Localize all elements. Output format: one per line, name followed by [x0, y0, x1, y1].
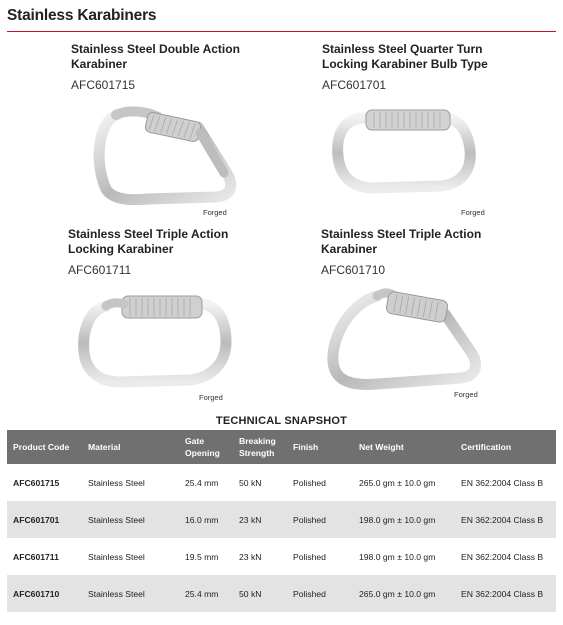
cell-product-code: AFC601701 — [7, 501, 82, 538]
product-name-line: Karabiner — [71, 57, 128, 71]
header-text: Breaking — [239, 436, 276, 446]
header-text: Product Code — [13, 442, 70, 452]
technical-snapshot-title: TECHNICAL SNAPSHOT — [215, 415, 348, 427]
header-text: Finish — [293, 442, 319, 452]
cell-product-code: AFC601710 — [7, 575, 82, 612]
column-header-gate-opening — [179, 430, 233, 464]
karabiner-image-quarter-turn — [330, 104, 480, 196]
column-header-finish — [287, 430, 353, 464]
table-header-row — [7, 430, 556, 464]
column-header-certification — [455, 430, 556, 464]
cell-net-weight: 198.0 gm ± 10.0 gm — [353, 501, 455, 538]
header-text: Strength — [239, 448, 275, 458]
product-code: AFC601711 — [68, 263, 132, 277]
cell-net-weight: 265.0 gm ± 10.0 gm — [353, 575, 455, 612]
header-text: Net Weight — [359, 442, 404, 452]
cell-gate-opening: 25.4 mm — [179, 575, 233, 612]
cell-finish: Polished — [287, 501, 353, 538]
forged-label: Forged — [461, 208, 485, 217]
cell-certification: EN 362:2004 Class B — [455, 575, 556, 612]
column-header-product-code — [7, 430, 82, 464]
title-divider — [7, 31, 556, 32]
product-code: AFC601710 — [321, 263, 386, 277]
cell-breaking-strength: 23 kN — [239, 551, 262, 562]
product-afc601710 — [321, 227, 481, 277]
product-code: AFC601701 — [322, 78, 387, 92]
cell-material: Stainless Steel — [82, 501, 179, 538]
karabiner-image-triple-action — [325, 288, 485, 392]
product-name — [322, 42, 488, 72]
page-title: Stainless Karabiners — [7, 7, 157, 24]
cell-certification: EN 362:2004 Class B — [461, 477, 544, 488]
cell-product-code: AFC601711 — [13, 551, 59, 562]
product-name-line: Stainless Steel Triple Action — [321, 227, 482, 241]
product-name — [68, 227, 228, 257]
product-code: AFC601715 — [71, 78, 136, 92]
cell-material: Stainless Steel — [88, 477, 145, 488]
product-name — [71, 42, 240, 72]
header-text: Opening — [185, 448, 220, 458]
header-text: Gate — [185, 436, 205, 446]
cell-certification: EN 362:2004 Class B — [455, 501, 556, 538]
column-header-material — [82, 430, 179, 464]
cell-certification: EN 362:2004 Class B — [461, 551, 544, 562]
table-row — [7, 501, 556, 538]
header-text: Material — [88, 442, 121, 452]
cell-material: Stainless Steel — [88, 551, 145, 562]
column-header-net-weight — [353, 430, 455, 464]
cell-finish: Polished — [293, 477, 326, 488]
product-name-line: Stainless Steel Triple Action — [68, 227, 229, 241]
product-name-line: Locking Karabiner — [68, 242, 174, 256]
cell-gate-opening: 16.0 mm — [179, 501, 233, 538]
product-name-line: Stainless Steel Double Action — [71, 42, 240, 56]
table-row — [7, 575, 556, 612]
product-name — [321, 227, 481, 257]
product-afc601715 — [71, 42, 240, 92]
product-afc601701 — [322, 42, 488, 92]
cell-breaking-strength: 50 kN — [239, 477, 262, 488]
cell-finish: Polished — [287, 575, 353, 612]
cell-breaking-strength: 23 kN — [233, 501, 287, 538]
cell-breaking-strength: 50 kN — [233, 575, 287, 612]
forged-label: Forged — [454, 390, 478, 399]
forged-label: Forged — [203, 208, 227, 217]
karabiner-image-double-action — [88, 103, 238, 205]
cell-net-weight: 265.0 gm ± 10.0 gm — [359, 477, 436, 488]
product-name-line: Stainless Steel Quarter Turn — [322, 42, 483, 56]
karabiner-image-triple-action-locking — [76, 290, 236, 390]
table-row — [7, 464, 556, 501]
cell-finish: Polished — [293, 551, 326, 562]
cell-gate-opening: 25.4 mm — [185, 477, 219, 488]
product-name-line: Locking Karabiner Bulb Type — [322, 57, 488, 71]
technical-snapshot-table — [7, 430, 556, 612]
product-name-line: Karabiner — [321, 242, 378, 256]
cell-net-weight: 198.0 gm ± 10.0 gm — [359, 551, 436, 562]
column-header-breaking-strength — [233, 430, 287, 464]
header-text: Certification — [461, 442, 512, 452]
forged-label: Forged — [199, 393, 223, 402]
cell-material: Stainless Steel — [82, 575, 179, 612]
product-afc601711 — [68, 227, 228, 277]
table-row — [7, 538, 556, 575]
cell-product-code: AFC601715 — [13, 477, 60, 488]
cell-gate-opening: 19.5 mm — [185, 551, 219, 562]
